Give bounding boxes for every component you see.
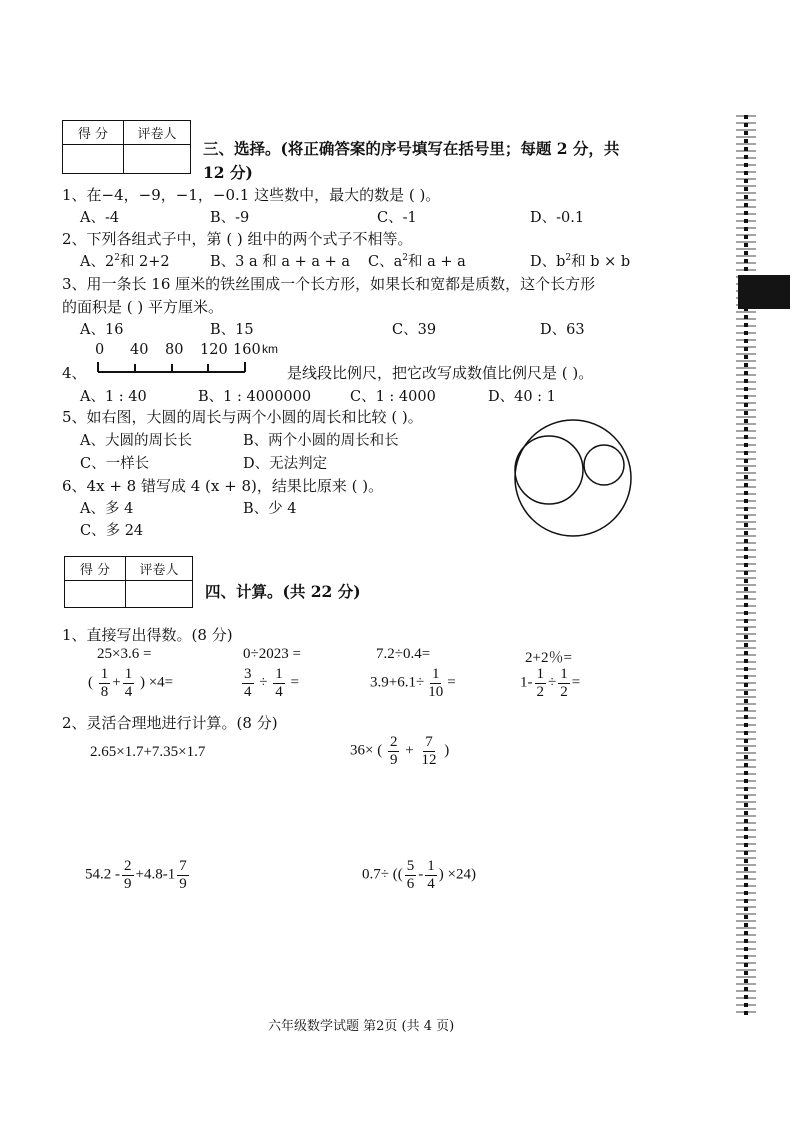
r2d-frac1-den: 2 — [536, 683, 544, 700]
p2-title: 2、灵活合理地进行计算。(8 分) — [62, 714, 278, 732]
p1-r2-expr-a — [88, 666, 173, 700]
q6-option-c: C、多 24 — [80, 523, 144, 539]
e2-frac1-num: 2 — [389, 734, 398, 750]
r2a-frac1 — [99, 666, 111, 700]
scale-label-40: 40 — [130, 342, 149, 358]
p1-r1-c4: 2+2％= — [525, 650, 572, 666]
r2d-frac2-den: 2 — [560, 683, 568, 700]
binding-dash-line — [744, 115, 748, 1015]
p1-r1-c2: 0÷2023 = — [243, 646, 301, 662]
scale-label-160: 160 — [233, 342, 261, 358]
r2a-close: ) ×4= — [139, 674, 174, 691]
r2c-frac — [426, 666, 445, 700]
q4-option-c: C、1 : 4000 — [350, 389, 436, 405]
e2-pre: 36× ( — [350, 742, 383, 759]
p1-r2-expr-c — [370, 666, 456, 700]
r2b-op: ÷ — [259, 674, 268, 691]
e2-op: + — [405, 742, 414, 759]
r2a-open: ( — [88, 674, 93, 691]
grader-label: 评卷人 — [124, 121, 191, 145]
r2b-frac2-den: 4 — [275, 683, 283, 700]
section4-heading: 四、计算。(共 22 分) — [205, 582, 361, 601]
e4-op: - — [418, 866, 424, 883]
q2-a-rest: 和 2+2 — [119, 254, 170, 270]
r2a-frac2-num: 1 — [124, 666, 133, 682]
r2b-frac1-den: 4 — [244, 683, 252, 700]
q2-d-base: D、b — [530, 254, 566, 270]
q2-a-sup: 2 — [114, 253, 120, 264]
score-cell[interactable] — [63, 145, 124, 174]
grader-label-2: 评卷人 — [126, 557, 193, 581]
e4-frac1-den: 6 — [406, 875, 415, 892]
q3-stem-2: 的面积是 ( ) 平方厘米。 — [62, 298, 224, 316]
q6-option-b: B、少 4 — [243, 501, 297, 517]
q4-option-d: D、40 : 1 — [488, 389, 556, 405]
r2c-frac-num: 1 — [431, 666, 440, 682]
q4-number: 4、 — [62, 364, 87, 382]
binding-margin — [736, 115, 756, 1015]
r2a-frac2-den: 4 — [124, 683, 133, 700]
r2a-op: + — [112, 674, 121, 691]
q2-option-d — [530, 250, 630, 271]
e4-frac2 — [425, 858, 437, 892]
q2-d-sup: 2 — [565, 253, 572, 264]
p1-title: 1、直接写出得数。(8 分) — [62, 626, 233, 644]
r2a-frac1-den: 8 — [100, 683, 109, 700]
scale-label-80: 80 — [165, 342, 184, 358]
q1-stem: 1、在−4，−9，−1，−0.1 这些数中，最大的数是 ( )。 — [62, 186, 441, 204]
e2-frac2-den: 12 — [421, 751, 437, 768]
q4-option-a: A、1 : 40 — [80, 389, 147, 405]
e3-frac1-den: 9 — [124, 875, 132, 892]
r2c-eq: = — [447, 674, 456, 691]
e3-frac2-den: 9 — [179, 875, 187, 892]
q1-option-d: D、-0.1 — [530, 210, 585, 226]
r2d-frac1-num: 1 — [536, 666, 544, 682]
e4-frac1 — [405, 858, 417, 892]
q5-option-c: C、一样长 — [80, 456, 150, 472]
r2d-eq: = — [571, 674, 581, 691]
r2b-frac1-num: 3 — [244, 666, 252, 682]
q2-option-b: B、3 a 和 a + a + a — [210, 254, 351, 270]
r2a-frac1-num: 1 — [100, 666, 109, 682]
e2-frac2-num: 7 — [425, 734, 433, 750]
q3-option-a: A、16 — [80, 322, 124, 338]
r2d-frac2-num: 1 — [560, 666, 568, 682]
e4-pre: 0.7÷ (( — [362, 866, 403, 883]
e4-frac2-den: 4 — [427, 875, 435, 892]
scale-label-0: 0 — [95, 342, 105, 358]
small-circle-right — [584, 445, 624, 485]
r2b-frac2 — [273, 666, 285, 700]
circle-figure — [505, 410, 645, 550]
score-label: 得 分 — [63, 121, 124, 145]
q2-c-rest: 和 a + a — [407, 254, 466, 270]
scale-bar — [90, 358, 260, 376]
scale-unit: km — [262, 342, 278, 356]
e4-frac1-num: 5 — [406, 858, 415, 874]
q3-option-b: B、15 — [210, 322, 254, 338]
e3-frac2 — [177, 858, 189, 892]
q3-option-c: C、39 — [392, 322, 437, 338]
score-box-section3 — [62, 120, 191, 174]
e2-close: ) — [444, 742, 450, 759]
e2-frac2 — [419, 734, 438, 768]
e3-mid: +4.8-1 — [135, 866, 176, 883]
e3-frac1 — [122, 858, 134, 892]
q3-stem: 3、用一条长 16 厘米的铁丝围成一个长方形，如果长和宽都是质数，这个长方形 — [62, 275, 596, 293]
r2c-frac-den: 10 — [428, 683, 444, 700]
q2-option-a — [80, 250, 170, 271]
r2d-op: ÷ — [548, 674, 557, 691]
big-circle — [515, 420, 631, 536]
p2-expr-2 — [350, 734, 449, 768]
grader-cell-2[interactable] — [126, 581, 193, 608]
score-label-2: 得 分 — [65, 557, 126, 581]
q4-stem: 是线段比例尺，把它改写成数值比例尺是 ( )。 — [287, 364, 594, 382]
p2-expr-3 — [85, 858, 191, 892]
p2-expr-1: 2.65×1.7+7.35×1.7 — [90, 744, 206, 760]
r2b-frac1 — [242, 666, 254, 700]
r2c-pre: 3.9+6.1÷ — [370, 674, 425, 691]
page-footer: 六年级数学试题 第2页 (共 4 页) — [268, 1019, 455, 1034]
q5-option-a: A、大圆的周长长 — [80, 433, 192, 449]
section3-heading-cont: 12 分) — [203, 163, 253, 182]
r2d-pre: 1- — [520, 674, 533, 691]
q2-option-c — [368, 250, 466, 271]
q2-a-base: A、2 — [80, 254, 115, 270]
r2d-frac1 — [535, 666, 547, 700]
small-circle-left — [515, 436, 583, 504]
r2b-frac2-num: 1 — [275, 666, 283, 682]
score-box-section4 — [64, 556, 193, 608]
p1-r1-c3: 7.2÷0.4= — [376, 646, 431, 662]
q1-option-c: C、-1 — [377, 210, 417, 226]
p1-r1-c1: 25×3.6 = — [97, 646, 152, 662]
q4-option-b: B、1 : 4000000 — [198, 389, 312, 405]
q6-stem: 6、4x + 8 错写成 4 (x + 8)，结果比原来 ( )。 — [62, 477, 384, 495]
scale-label-120: 120 — [200, 342, 228, 358]
e3-frac2-num: 7 — [179, 858, 187, 874]
q2-d-rest: 和 b × b — [571, 254, 631, 270]
r2b-eq: = — [290, 674, 299, 691]
p1-r2-expr-d — [520, 666, 580, 700]
p1-r2-expr-b — [240, 666, 299, 700]
e3-pre: 54.2 - — [85, 866, 120, 883]
e2-frac1-den: 9 — [389, 751, 398, 768]
q2-c-sup: 2 — [402, 253, 408, 264]
q3-option-d: D、63 — [540, 322, 585, 338]
r2d-frac2 — [558, 666, 570, 700]
grader-cell[interactable] — [124, 145, 191, 174]
q5-stem: 5、如右图，大圆的周长与两个小圆的周长和比较 ( )。 — [62, 408, 423, 426]
e4-frac2-num: 1 — [427, 858, 435, 874]
q5-option-d: D、无法判定 — [243, 456, 328, 472]
q1-option-b: B、-9 — [210, 210, 250, 226]
r2a-frac2 — [123, 666, 135, 700]
p2-expr-4 — [362, 858, 476, 892]
q6-option-a: A、多 4 — [80, 501, 134, 517]
q2-stem: 2、下列各组式子中，第 ( ) 组中的两个式子不相等。 — [62, 230, 413, 248]
binding-black-mark — [738, 275, 790, 309]
e4-close: ) ×24) — [438, 866, 476, 883]
q1-option-a: A、-4 — [80, 210, 120, 226]
e2-frac1 — [388, 734, 400, 768]
score-cell-2[interactable] — [65, 581, 126, 608]
q2-c-base: C、a — [368, 254, 403, 270]
section3-heading: 三、选择。(将正确答案的序号填写在括号里；每题 2 分，共 — [203, 139, 620, 158]
e3-frac1-num: 2 — [124, 858, 132, 874]
q5-option-b: B、两个小圆的周长和长 — [243, 433, 399, 449]
